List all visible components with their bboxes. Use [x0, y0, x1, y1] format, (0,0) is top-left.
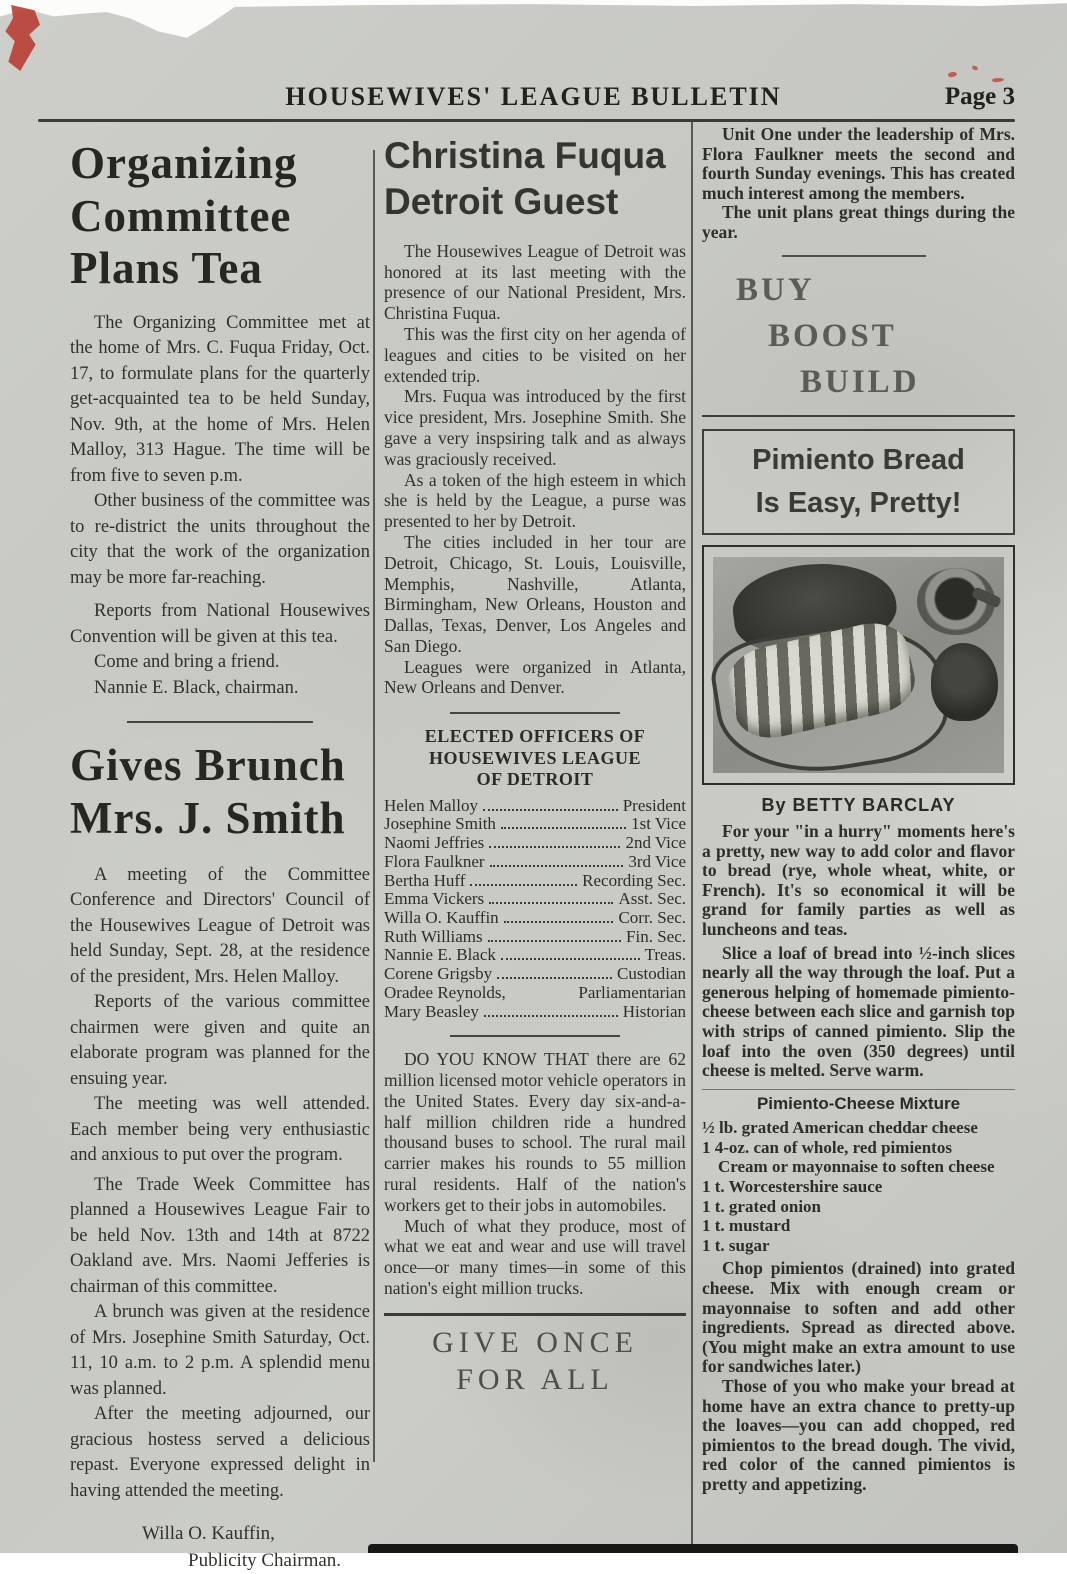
column-divider — [691, 122, 693, 1550]
heading-line: HOUSEWIVES LEAGUE — [428, 747, 642, 768]
slogan-line: FOR ALL — [456, 1362, 614, 1396]
officer-row — [384, 853, 686, 872]
masthead-title: HOUSEWIVES' LEAGUE BULLETIN — [285, 82, 782, 111]
dot-leader — [489, 846, 620, 848]
title-line: Christina Fuqua — [384, 135, 666, 176]
paragraph: The meeting was well attended. Each member being very enthusiastic and anxious to put over the program. — [70, 1094, 370, 1166]
officer-row — [384, 965, 686, 984]
give-once-slogan — [384, 1324, 686, 1398]
header-rule — [38, 119, 1015, 122]
ingredient: ½ lb. grated American cheddar cheese — [702, 1118, 978, 1138]
title-line: Gives Brunch — [70, 740, 346, 791]
section-rule — [702, 1089, 1015, 1091]
paragraph: Reports of the various committee chairmen were given and quite an elaborate program was planned for the ensuing year. — [70, 992, 370, 1089]
officer-name: Helen Malloy — [384, 795, 478, 815]
officer-name: Josephine Smith — [384, 814, 496, 834]
officer-row — [384, 928, 686, 947]
red-tape-mark — [4, 5, 40, 71]
heading-line: ELECTED OFFICERS OF — [424, 726, 646, 747]
paragraph: After the meeting adjourned, our gracious hostess served a delicious repast. Everyone expressed delight in having attended the meeting. — [70, 1404, 370, 1501]
dot-leader — [483, 809, 618, 811]
signature-title: Publicity Chairman. — [188, 1550, 342, 1572]
officer-row — [384, 946, 686, 965]
section-rule — [450, 1035, 619, 1037]
officer-role: Custodian — [617, 964, 686, 984]
dot-leader — [470, 884, 577, 886]
officer-row — [384, 815, 686, 834]
do-you-know-section — [384, 1049, 686, 1299]
article-title-christina-fuqua — [384, 133, 686, 225]
dot-leader — [488, 940, 621, 942]
paragraph: The Housewives League of Detroit was honored at its last meeting with the presence of our National President, Mrs. Christina Fuqua. — [384, 240, 686, 324]
ingredient: Cream or mayonnaise to soften cheese — [718, 1157, 995, 1177]
scan-edge-shadow — [368, 1544, 1018, 1553]
section-rule — [702, 415, 1015, 418]
section-rule — [127, 721, 313, 723]
paragraph: As a token of the high esteem in which she is held by the League, a purse was presented to her by Detroit. — [384, 469, 686, 532]
column-divider — [373, 150, 375, 1462]
officer-role: 2nd Vice — [625, 833, 686, 853]
pimiento-bread-headline-box — [702, 429, 1015, 535]
dot-leader — [497, 977, 612, 979]
slogan-line: BOOST — [768, 317, 897, 354]
column-middle — [384, 125, 686, 1398]
column-right — [702, 125, 1015, 1495]
officers-list — [384, 797, 686, 1021]
officer-row — [384, 1003, 686, 1022]
officer-name: Emma Vickers — [384, 889, 485, 909]
ingredients-list — [702, 1118, 1015, 1255]
officer-role: 3rd Vice — [628, 851, 686, 871]
officer-role: Recording Sec. — [582, 870, 686, 890]
officer-role: Treas. — [644, 945, 686, 965]
officer-role: 1st Vice — [631, 814, 686, 834]
paragraph: Those of you who make your bread at home have an extra chance to pretty-up the loaves—you can add chopped, red pimientos to the bread dough. The vivid, red color of the canned pimientos is pretty and appetizing. — [702, 1376, 1015, 1494]
red-speck — [948, 71, 958, 78]
bread-photo — [713, 557, 1004, 773]
officer-row — [384, 797, 686, 816]
dot-leader — [484, 1015, 618, 1017]
paragraph: Unit One under the leadership of Mrs. Flora Faulkner meets the second and fourth Sunday evenings. This has created much interest among the members. — [702, 124, 1015, 203]
paragraph: Leagues were organized in Atlanta, New Orleans and Denver. — [384, 656, 686, 698]
paragraph: The unit plans great things during the year. — [702, 202, 1015, 242]
dot-leader — [504, 921, 614, 923]
officers-heading — [384, 726, 686, 791]
unit-one-section — [702, 125, 1015, 243]
article-body — [70, 311, 370, 702]
paragraph: Come and bring a friend. — [94, 652, 280, 673]
paragraph: The Organizing Committee met at the home of Mrs. C. Fuqua Friday, Oct. 17, to formulate plans for the quarterly get-acquainted tea to be held Sunday, Nov. 9th, at the home of Mrs. Helen Malloy, 313 Hague. The time will be from five to seven p.m. — [70, 312, 370, 486]
ingredient: 1 t. mustard — [702, 1216, 791, 1236]
paragraph: The Trade Week Committee has planned a Housewives League Fair to be held Nov. 13th and 14th at 8722 Oakland ave. Mrs. Naomi Jefferies is chairman of this committee. — [70, 1174, 370, 1297]
officer-name: Ruth Williams — [384, 926, 483, 946]
officer-row — [384, 984, 686, 1003]
paragraph: Mrs. Fuqua was introduced by the first vice president, Mrs. Josephine Smith. She gave a very inspsiring talk and as always was graciously received. — [384, 386, 686, 469]
paragraph: A brunch was given at the residence of Mrs. Josephine Smith Saturday, Oct. 11, 10 a.m. to 2 p.m. A splendid menu was planned. — [70, 1302, 370, 1399]
officer-name: Corene Grigsby — [384, 964, 493, 984]
recipe-method — [702, 1255, 1015, 1494]
dot-leader — [501, 827, 626, 829]
dot-leader — [490, 865, 624, 867]
article-body — [384, 241, 686, 699]
paragraph: This was the first city on her agenda of leagues and cities to be visited on her extended trip. — [384, 323, 686, 386]
buy-boost-build-slogan — [702, 267, 1015, 405]
title-line: Detroit Guest — [384, 180, 619, 222]
section-rule-heavy — [384, 1313, 686, 1316]
paragraph: Slice a loaf of bread into ½-inch slices nearly all the way through the loaf. Put a generous helping of homemade pimiento-cheese between each slice and garnish top with strips of canned pimiento. Slip the loaf into the oven (350 degrees) until cheese is melted. Serve warm. — [702, 942, 1015, 1081]
headline-line: Pimiento Bread — [752, 444, 965, 477]
recipe-heading: Pimiento-Cheese Mixture — [756, 1094, 961, 1114]
ingredient: 1 4-oz. can of whole, red pimientos — [702, 1137, 952, 1157]
paragraph: For your "in a hurry" moments here's a pretty, new way to add color and flavor to bread (rye, whole wheat, white, or French). It's so economical it will be grand for family parties as well as luncheons and teas. — [702, 821, 1015, 940]
column-left — [70, 125, 370, 1574]
title-line: Organizing — [70, 138, 298, 188]
officer-role: Corr. Sec. — [618, 908, 686, 927]
paragraph: The cities included in her tour are Detroit, Chicago, St. Louis, Louisville, Memphis, Nashville, Atlanta, Birmingham, New Orleans, Houston and Dallas, Texas, Denver, Los Angeles and San Diego. — [384, 531, 686, 656]
bread-photo-frame — [702, 545, 1015, 785]
signature-block — [70, 1520, 370, 1574]
officer-row — [384, 834, 686, 853]
paragraph: Reports from National Housewives Convention will be given at this tea. — [70, 601, 370, 647]
officer-role: Asst. Sec. — [618, 889, 686, 909]
signature-name: Willa O. Kauffin, — [142, 1523, 275, 1545]
officer-row — [384, 872, 686, 891]
slogan-line: BUILD — [800, 363, 920, 400]
recipe-intro — [702, 822, 1015, 1081]
title-line: Mrs. J. Smith — [70, 793, 346, 844]
ingredient: 1 t. sugar — [702, 1235, 770, 1255]
paragraph: Much of what they produce, most of what we eat and wear and use will travel once—or many times—in some of this nation's eight million trucks. — [384, 1215, 686, 1298]
slogan-line: GIVE ONCE — [432, 1325, 638, 1359]
slogan-line: BUY — [736, 271, 815, 308]
paragraph: Nannie E. Black, chairman. — [94, 677, 299, 698]
ingredient: 1 t. Worcestershire sauce — [702, 1177, 883, 1197]
officer-name: Oradee Reynolds, — [384, 982, 506, 1002]
title-line: Plans Tea — [70, 243, 263, 294]
officer-name: Nannie E. Black — [384, 945, 496, 965]
page-number: Page 3 — [944, 83, 1015, 110]
officer-name: Mary Beasley — [384, 1001, 479, 1021]
officer-name: Flora Faulkner — [384, 851, 485, 871]
article-title-organizing-committee — [70, 137, 370, 295]
paragraph: Other business of the committee was to re-district the units throughout the city that the work of the organization may be more far-reaching. — [70, 491, 370, 588]
officer-role: Fin. Sec. — [626, 926, 686, 946]
officer-name: Willa O. Kauffin — [384, 908, 499, 927]
article-body — [70, 863, 370, 1505]
officer-role: Parliamentarian — [578, 982, 686, 1002]
dot-leader — [489, 902, 613, 904]
article-title-gives-brunch — [70, 739, 370, 844]
officer-row — [384, 890, 686, 909]
paragraph: A meeting of the Committee Conference and Directors' Council of the Housewives League of Detroit was held Sunday, Sept. 28, at the residence of the president, Mrs. Helen Malloy. — [70, 864, 370, 987]
heading-line: OF DETROIT — [476, 769, 594, 790]
byline: By BETTY BARCLAY — [761, 795, 956, 816]
officer-role: Historian — [622, 1001, 686, 1021]
ingredient: 1 t. grated onion — [702, 1196, 821, 1216]
officer-role: President — [622, 795, 686, 815]
officer-row — [384, 909, 686, 928]
section-rule — [450, 712, 619, 714]
officer-name: Naomi Jeffries — [384, 833, 485, 853]
section-rule — [782, 255, 926, 257]
paragraph: Chop pimientos (drained) into grated cheese. Mix with enough cream or mayonnaise to soften and add other ingredients. Spread as directed above. (You might make an extra amount to use for sandwiches later.) — [702, 1258, 1015, 1377]
headline-line: Is Easy, Pretty! — [755, 487, 962, 520]
title-line: Committee — [70, 190, 292, 241]
paragraph: DO YOU KNOW THAT there are 62 million licensed motor vehicle operators in the United States. Every day six-and-a-half million children ride a hundred thousand buses to school. The rural mail carrier makes his rounds to 55 million rural residents. Half of the nation's workers get to their jobs in automobiles. — [384, 1049, 686, 1215]
torn-paper-edge — [0, 0, 1067, 46]
dot-leader — [501, 958, 640, 960]
officer-name: Bertha Huff — [384, 870, 466, 890]
teapot-image — [931, 643, 998, 721]
red-speck — [971, 65, 978, 71]
